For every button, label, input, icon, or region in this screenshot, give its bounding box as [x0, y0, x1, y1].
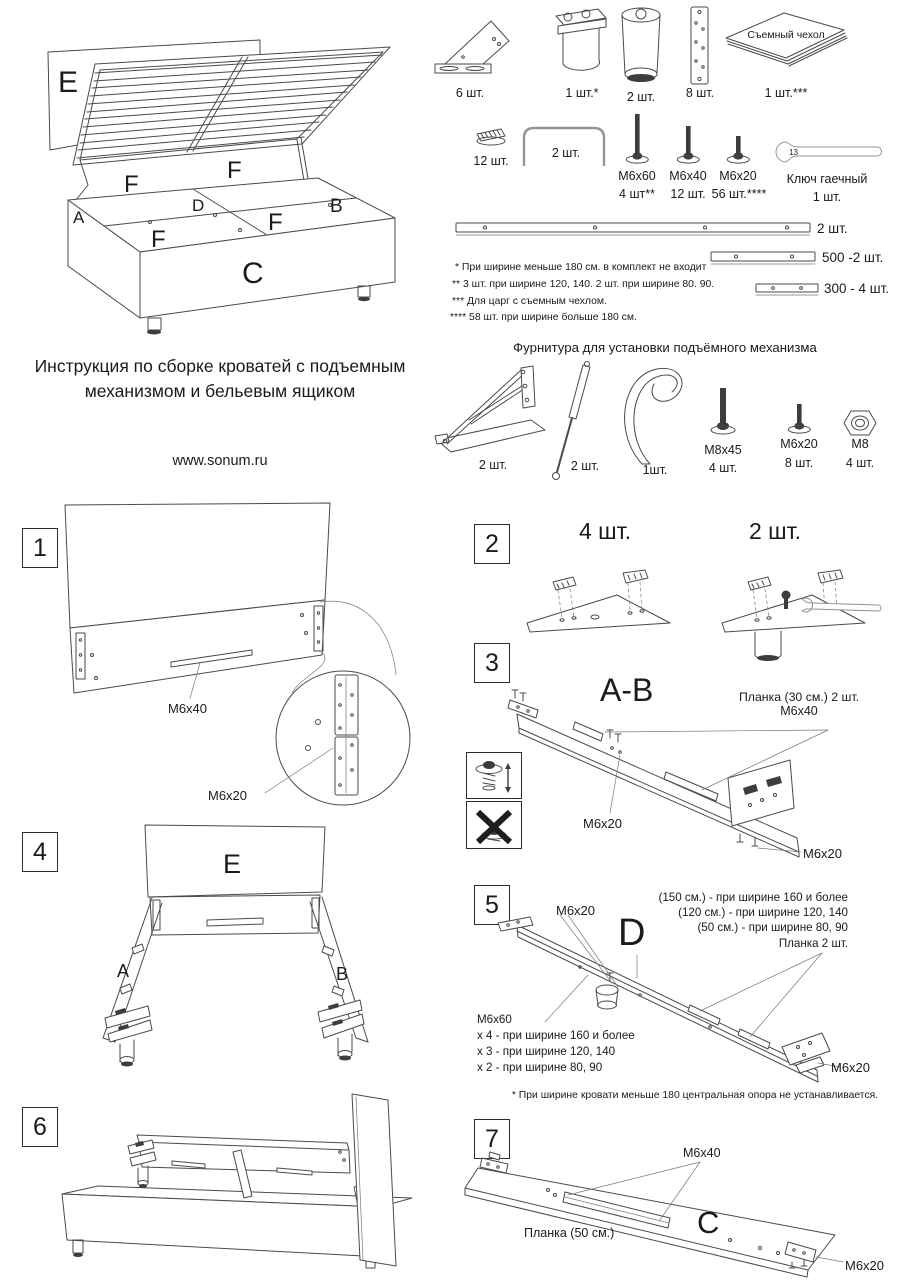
step3-m6x20-right-label: M6x20 — [803, 846, 843, 861]
nut-m8-qty: 4 шт. — [845, 456, 875, 470]
step-7-drawing — [460, 1140, 895, 1280]
screw-depth-icon — [470, 756, 518, 796]
mounting-plate-icon — [687, 5, 713, 87]
bolt-m6x40-size: M6x40 — [669, 169, 707, 183]
wrench-icon — [762, 134, 892, 170]
bolt-m6x40-qty: 12 шт. — [670, 187, 706, 201]
step-2-number: 2 — [474, 524, 510, 564]
corner-bracket-icon — [433, 12, 517, 78]
bolt-m6x20-lift-icon — [786, 402, 812, 436]
step-3-number: 3 — [474, 643, 510, 683]
screw-depth-hint-box — [466, 752, 522, 799]
label-F2: F — [227, 157, 242, 184]
step-4-number: 4 — [22, 832, 58, 872]
center-support-leg — [596, 985, 618, 995]
plank-300-icon — [755, 282, 821, 297]
label-B: B — [330, 196, 343, 217]
label-E: E — [58, 66, 79, 99]
step7-letter-C: C — [697, 1205, 720, 1240]
lift-mechanism-qty: 2 шт. — [478, 458, 508, 472]
bolt-m6x20-size: M6x20 — [719, 169, 757, 183]
label-D: D — [192, 196, 205, 215]
step5-m6x20-bottom-label: M6x20 — [831, 1060, 871, 1075]
strap-icon — [612, 362, 694, 470]
step3-m6x20-left-label: M6x20 — [583, 816, 623, 831]
label-C: C — [242, 257, 264, 290]
step3-m6x40-label: M6x40 — [780, 704, 818, 718]
step-2-drawing — [500, 555, 890, 667]
step5-note-2: (120 см.) - при ширине 120, 140 — [678, 906, 848, 920]
bracket-with-leg-2pcs — [722, 570, 881, 661]
step7-plank-label: Планка (50 см.) — [524, 1226, 615, 1240]
step4-label-B: B — [336, 964, 349, 984]
bolt-m6x20-lift-size: M6x20 — [780, 437, 818, 451]
detail-magnifier-circle — [276, 671, 410, 805]
step-5-number: 5 — [474, 885, 510, 925]
step-6-drawing — [40, 1090, 430, 1280]
pad-qty: 12 шт. — [473, 154, 509, 168]
step5-footnote: * При ширине кровати меньше 180 центральная опора не устанавливается. — [511, 1090, 879, 1101]
step3-plank-label: Планка (30 см.) 2 шт. — [738, 690, 860, 704]
leg-bracket-qty: 1 шт.* — [565, 86, 599, 100]
plank-500-qty: 500 -2 шт. — [822, 250, 884, 265]
footnote-4: **** 58 шт. при ширине больше 180 см. — [450, 312, 637, 323]
plank-500-icon — [710, 250, 818, 266]
step7-m6x20-label: M6x20 — [845, 1258, 885, 1273]
step4-label-E: E — [223, 849, 242, 879]
step5-m6x20-top-label: M6x20 — [556, 903, 596, 918]
strap-qty: 1шт. — [642, 463, 668, 477]
document-title — [10, 354, 430, 404]
gas-strut-qty: 2 шт. — [570, 459, 600, 473]
step-1-drawing — [40, 490, 440, 820]
bolt-m6x20-qty: 56 шт.**** — [711, 187, 767, 201]
bolt-m6x20-lift-qty: 8 шт. — [784, 456, 814, 470]
step5-m6x60-note — [477, 1012, 635, 1076]
step-6-number: 6 — [22, 1107, 58, 1147]
bolt-m6x40-icon — [675, 124, 701, 166]
corner-brackets-left — [105, 1006, 152, 1067]
plank-300-qty: 300 - 4 шт. — [824, 281, 890, 296]
bolt-m8x45-icon — [708, 386, 738, 436]
label-A: A — [73, 208, 85, 227]
bolt-m6x60-icon — [624, 112, 650, 166]
no-overtighten-box — [466, 801, 522, 849]
step7-m6x40-label: M6x40 — [683, 1146, 721, 1160]
corner-brackets-right — [318, 1000, 364, 1061]
step5-m6x60-line-2: х 3 - при ширине 120, 140 — [477, 1045, 616, 1058]
lift-mechanism-icon — [433, 356, 561, 458]
leg-qty: 2 шт. — [626, 90, 656, 104]
label-F3: F — [151, 226, 166, 253]
lift-hardware-title: Фурнитура для установки подъёмного механизма — [513, 340, 817, 355]
step2-qty-left: 4 шт. — [578, 518, 631, 544]
step-3-drawing — [460, 660, 895, 875]
step5-letter-D: D — [618, 912, 646, 954]
wrench-qty: 1 шт. — [812, 190, 842, 204]
step3-heading: A-B — [600, 672, 654, 708]
pad-icon — [474, 126, 508, 150]
plank-long-icon — [455, 220, 813, 238]
step5-m6x60-label: M6x60 — [477, 1013, 512, 1026]
cover-icon — [720, 8, 850, 72]
plank-30-strip-1 — [573, 722, 603, 741]
title-line-1: Инструкция по сборке кроватей с подъемным — [34, 356, 406, 376]
footboard-panel — [352, 1094, 396, 1266]
label-F4: F — [268, 209, 283, 236]
footnote-1: * При ширине меньше 180 см. в комплект не входит — [455, 262, 707, 273]
step4-label-A: A — [117, 961, 130, 981]
wrench-size-mark: 13 — [789, 148, 798, 157]
bolt-m6x60-qty: 4 шт** — [619, 187, 655, 201]
step5-note-4: Планка 2 шт. — [778, 936, 848, 950]
step5-m6x60-line-1: х 4 - при ширине 160 и более — [477, 1029, 635, 1042]
leg-icon — [617, 4, 665, 88]
step1-m6x20-label: M6x20 — [208, 788, 248, 803]
bed-overview-drawing — [0, 0, 430, 340]
step2-qty-right: 2 шт. — [748, 518, 801, 544]
nut-m8-size: M8 — [851, 437, 869, 451]
step5-m6x60-line-3: х 2 - при ширине 80, 90 — [477, 1061, 603, 1074]
bolt-m6x60-size: M6x60 — [618, 169, 656, 183]
bolt-m8x45-qty: 4 шт. — [708, 461, 738, 475]
bolt-m6x20-icon — [725, 134, 751, 166]
nut-m8-icon — [842, 408, 878, 438]
crossed-screw-icon — [470, 804, 518, 846]
step-1-number: 1 — [22, 528, 58, 568]
step5-note-1: (150 см.) - при ширине 160 и более — [658, 891, 848, 904]
step-4-drawing — [60, 820, 420, 1090]
bolt-m8x45-size: M8x45 — [704, 443, 742, 457]
cover-qty: 1 шт.*** — [764, 86, 808, 100]
website: www.sonum.ru — [172, 453, 268, 469]
cover-label: Съемный чехол — [747, 29, 825, 41]
label-F1: F — [124, 171, 139, 198]
storage-box — [68, 178, 395, 335]
footnote-3: *** Для царг с съемным чехлом. — [452, 296, 607, 307]
wrench-label: Ключ гаечный — [786, 172, 868, 186]
step5-note-3: (50 см.) - при ширине 80, 90 — [697, 921, 848, 935]
step-7-number: 7 — [474, 1119, 510, 1159]
title-line-2: механизмом и бельевым ящиком — [84, 381, 356, 401]
bracket-4pcs — [527, 570, 670, 632]
plank-long-qty: 2 шт. — [817, 221, 848, 236]
footnote-2: ** 3 шт. при ширине 120, 140. 2 шт. при ширине 80. 90. — [452, 279, 715, 290]
u-bracket-qty: 2 шт. — [551, 146, 581, 160]
mounting-plate-qty: 8 шт. — [685, 86, 715, 100]
corner-bracket-qty: 6 шт. — [455, 86, 485, 100]
step1-m6x40-label: M6x40 — [168, 701, 208, 716]
leg-bracket-icon — [553, 6, 609, 86]
